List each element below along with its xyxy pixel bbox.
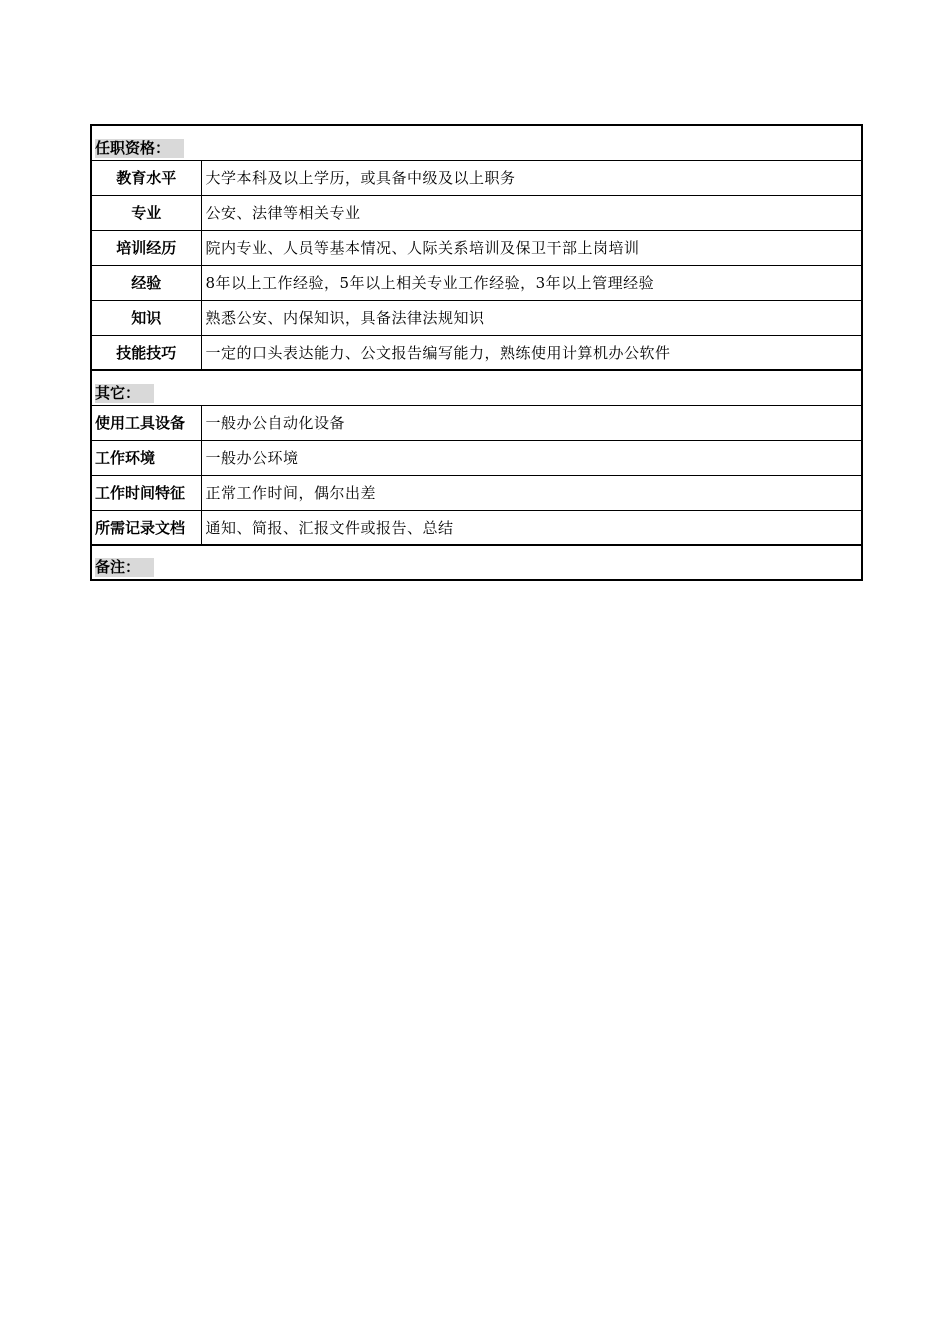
major-value: 公安、法律等相关专业 xyxy=(201,195,862,230)
work-time-label: 工作时间特征 xyxy=(91,475,201,510)
other-section-header xyxy=(91,370,862,405)
knowledge-value: 熟悉公安、内保知识，具备法律法规知识 xyxy=(201,300,862,335)
environment-value: 一般办公环境 xyxy=(201,440,862,475)
education-label: 教育水平 xyxy=(91,160,201,195)
tools-value: 一般办公自动化设备 xyxy=(201,405,862,440)
documents-label: 所需记录文档 xyxy=(91,510,201,545)
table-row xyxy=(91,300,862,335)
training-value: 院内专业、人员等基本情况、人际关系培训及保卫干部上岗培训 xyxy=(201,230,862,265)
environment-label: 工作环境 xyxy=(91,440,201,475)
notes-heading: 备注： xyxy=(91,545,862,580)
skills-value: 一定的口头表达能力、公文报告编写能力，熟练使用计算机办公软件 xyxy=(201,335,862,370)
other-heading: 其它： xyxy=(91,370,862,405)
table-row xyxy=(91,230,862,265)
experience-value: 8年以上工作经验，5年以上相关专业工作经验，3年以上管理经验 xyxy=(201,265,862,300)
notes-section-header xyxy=(91,545,862,580)
table-row xyxy=(91,160,862,195)
table-row xyxy=(91,405,862,440)
table-row xyxy=(91,265,862,300)
table-row xyxy=(91,475,862,510)
documents-value: 通知、简报、汇报文件或报告、总结 xyxy=(201,510,862,545)
training-label: 培训经历 xyxy=(91,230,201,265)
tools-label: 使用工具设备 xyxy=(91,405,201,440)
qualifications-heading: 任职资格： xyxy=(91,125,862,160)
table-row xyxy=(91,195,862,230)
education-value: 大学本科及以上学历，或具备中级及以上职务 xyxy=(201,160,862,195)
knowledge-label: 知识 xyxy=(91,300,201,335)
major-label: 专业 xyxy=(91,195,201,230)
job-qualification-table xyxy=(90,124,863,581)
table-row xyxy=(91,510,862,545)
table-row xyxy=(91,440,862,475)
table-row xyxy=(91,335,862,370)
skills-label: 技能技巧 xyxy=(91,335,201,370)
qualifications-section-header xyxy=(91,125,862,160)
experience-label: 经验 xyxy=(91,265,201,300)
work-time-value: 正常工作时间，偶尔出差 xyxy=(201,475,862,510)
